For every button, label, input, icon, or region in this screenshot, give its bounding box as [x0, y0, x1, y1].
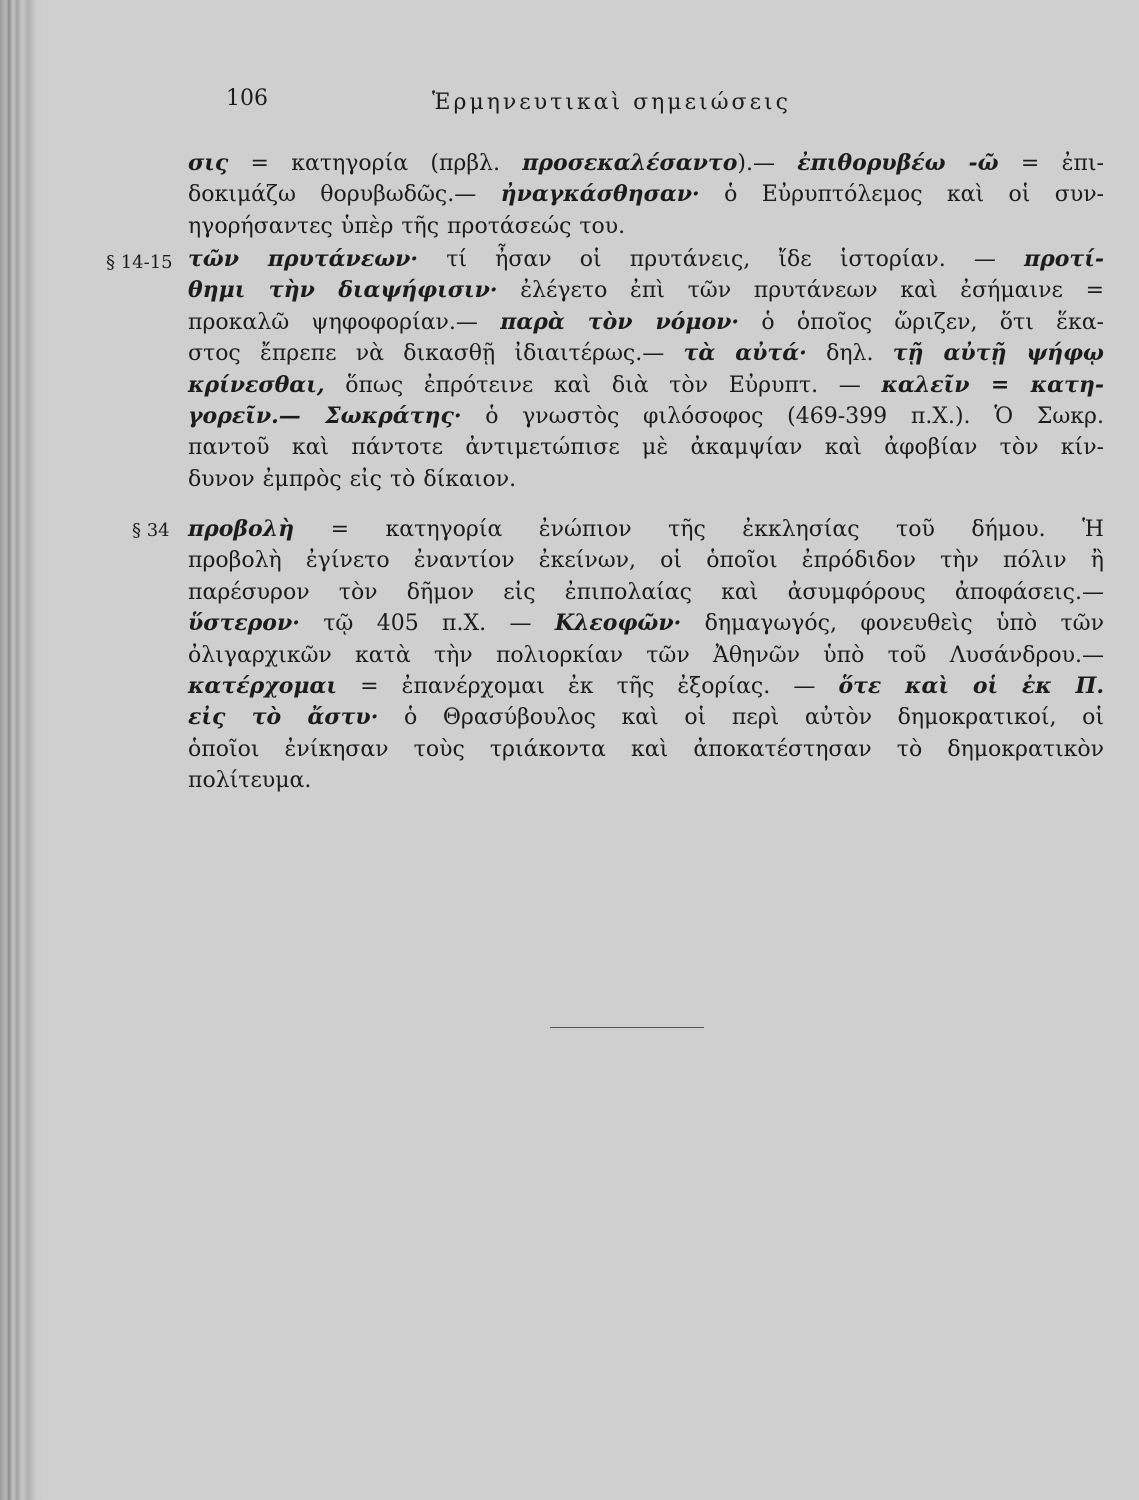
commentary-text: ).—	[737, 151, 798, 176]
commentary-text: παντοῦ καὶ πάντοτε ἀντιμετώπισε μὲ ἀκαμψίαν καὶ ἀφοβίαν τὸν κίν-	[188, 435, 1104, 461]
commentary-text: ὀλιγαρχικῶν κατὰ τὴν πολιορκίαν τῶν Ἀθηνῶν ὑπὸ τοῦ Λυσάνδρου.—	[188, 642, 1104, 668]
commentary-text: ὅπως ἐπρότεινε καὶ διὰ τὸν Εὐρυπτ. —	[324, 372, 882, 398]
lemma-term: γορεῖν.— Σωκράτης·	[188, 403, 462, 430]
lemma-term: καλεῖν = κατη-	[881, 371, 1104, 398]
commentary-text: ὁ Εὐρυπτόλεμος καὶ οἱ συν-	[699, 182, 1104, 208]
book-page-edge	[0, 0, 46, 1500]
commentary-text: πολίτευμα.	[188, 768, 312, 794]
commentary-text: = ἐπανέρχομαι ἐκ τῆς ἐξορίας. —	[337, 674, 839, 700]
lemma-term: τῶν πρυτάνεων·	[188, 246, 419, 272]
commentary-text: = κατηγορία (πρβλ.	[228, 151, 523, 176]
lemma-term: κρίνεσθαι,	[188, 371, 325, 398]
lemma-term: σις	[188, 150, 229, 176]
notes-section	[188, 244, 1104, 495]
text-line	[188, 702, 1104, 733]
text-line	[188, 640, 1104, 671]
lemma-term: προτί-	[1024, 246, 1104, 272]
commentary-text: ὁ Θρασύβουλος καὶ οἱ περὶ αὐτὸν δημοκρατικοί, οἱ	[378, 705, 1104, 731]
notes-section	[188, 148, 1104, 242]
commentary-text: τῷ 405 π.Χ. —	[299, 611, 555, 637]
notes-section	[188, 514, 1104, 797]
section-marker: § 34	[132, 520, 170, 541]
lemma-term: κατέρχομαι	[188, 673, 338, 700]
commentary-text: ὁ γνωστὸς φιλόσοφος (469-399 π.Χ.). Ὁ Σωκρ.	[461, 404, 1104, 430]
text-line	[188, 734, 1104, 765]
text-line	[188, 514, 1104, 545]
commentary-text: ὁ ὁποῖος ὥριζεν, ὅτι ἕκα-	[739, 309, 1104, 335]
text-line	[188, 432, 1104, 463]
commentary-text: ηγορήσαντες ὑπὲρ τῆς προτάσεώς του.	[188, 213, 626, 239]
lemma-term: παρὰ τὸν νόμον·	[500, 308, 740, 335]
section-end-rule	[550, 1027, 704, 1028]
lemma-term: ὅτε καὶ οἱ ἐκ Π.	[838, 673, 1104, 700]
lemma-term: ἠναγκάσθησαν·	[500, 181, 700, 208]
text-line	[188, 765, 1104, 796]
text-line	[188, 671, 1104, 702]
text-line	[188, 577, 1104, 608]
commentary-text: δυνον ἐμπρὸς εἰς τὸ δίκαιον.	[188, 466, 517, 492]
text-line	[188, 370, 1104, 401]
text-line	[188, 148, 1104, 179]
lemma-term: τὰ αὐτά·	[683, 340, 807, 367]
lemma-term: ὕστερον·	[188, 610, 300, 637]
section-marker: § 14-15	[106, 252, 173, 273]
text-line	[188, 338, 1104, 369]
page-number: 106	[226, 86, 268, 111]
text-line	[188, 608, 1104, 639]
lemma-term: εἰς τὸ ἄστυ·	[188, 704, 379, 731]
commentary-text: παρέσυρον τὸν δῆμον εἰς ἐπιπολαίας καὶ ἀσυμφόρους ἀποφάσεις.—	[188, 579, 1104, 605]
commentary-text: τί ἦσαν οἱ πρυτάνεις, ἴδε ἱστορίαν. —	[418, 247, 1024, 272]
text-line	[188, 464, 1104, 495]
running-head: Ἑρμηνευτικαὶ σημειώσεις	[432, 90, 791, 115]
commentary-text: δηλ.	[806, 341, 893, 367]
lemma-term: προσεκαλέσαντο	[522, 150, 738, 176]
text-line	[188, 307, 1104, 338]
commentary-text: προβολὴ ἐγίνετο ἐναντίον ἐκείνων, οἱ ὁποῖοι ἐπρόδιδον τὴν πόλιν ἢ	[188, 548, 1104, 574]
text-line	[188, 401, 1104, 432]
commentary-text: δοκιμάζω θορυβωδῶς.—	[188, 182, 501, 208]
lemma-term: ἐπιθορυβέω -ῶ	[797, 150, 999, 176]
text-line	[188, 211, 1104, 242]
lemma-term: Κλεοφῶν·	[554, 610, 682, 637]
commentary-text: προκαλῶ ψηφοφορίαν.—	[188, 309, 501, 335]
commentary-text: = ἐπι-	[998, 151, 1104, 176]
commentary-text: ὁποῖοι ἐνίκησαν τοὺς τριάκοντα καὶ ἀποκατέστησαν τὸ δημοκρατικὸν	[188, 736, 1104, 762]
commentary-text: δημαγωγός, φονευθεὶς ὑπὸ τῶν	[681, 611, 1104, 637]
text-line	[188, 545, 1104, 576]
text-line	[188, 244, 1104, 275]
lemma-term: τῇ αὐτῇ ψήφῳ	[892, 340, 1105, 367]
commentary-text: = κατηγορία ἐνώπιον τῆς ἐκκλησίας τοῦ δήμου. Ἡ	[294, 517, 1104, 542]
commentary-text: στος ἔπρεπε νὰ δικασθῇ ἰδιαιτέρως.—	[188, 341, 684, 367]
text-line	[188, 275, 1104, 306]
lemma-term: θημι τὴν διαψήφισιν·	[188, 277, 498, 304]
lemma-term: προβολὴ	[188, 516, 295, 542]
commentary-text: ἐλέγετο ἐπὶ τῶν πρυτάνεων καὶ ἐσήμαινε =	[497, 278, 1104, 304]
text-line	[188, 179, 1104, 210]
